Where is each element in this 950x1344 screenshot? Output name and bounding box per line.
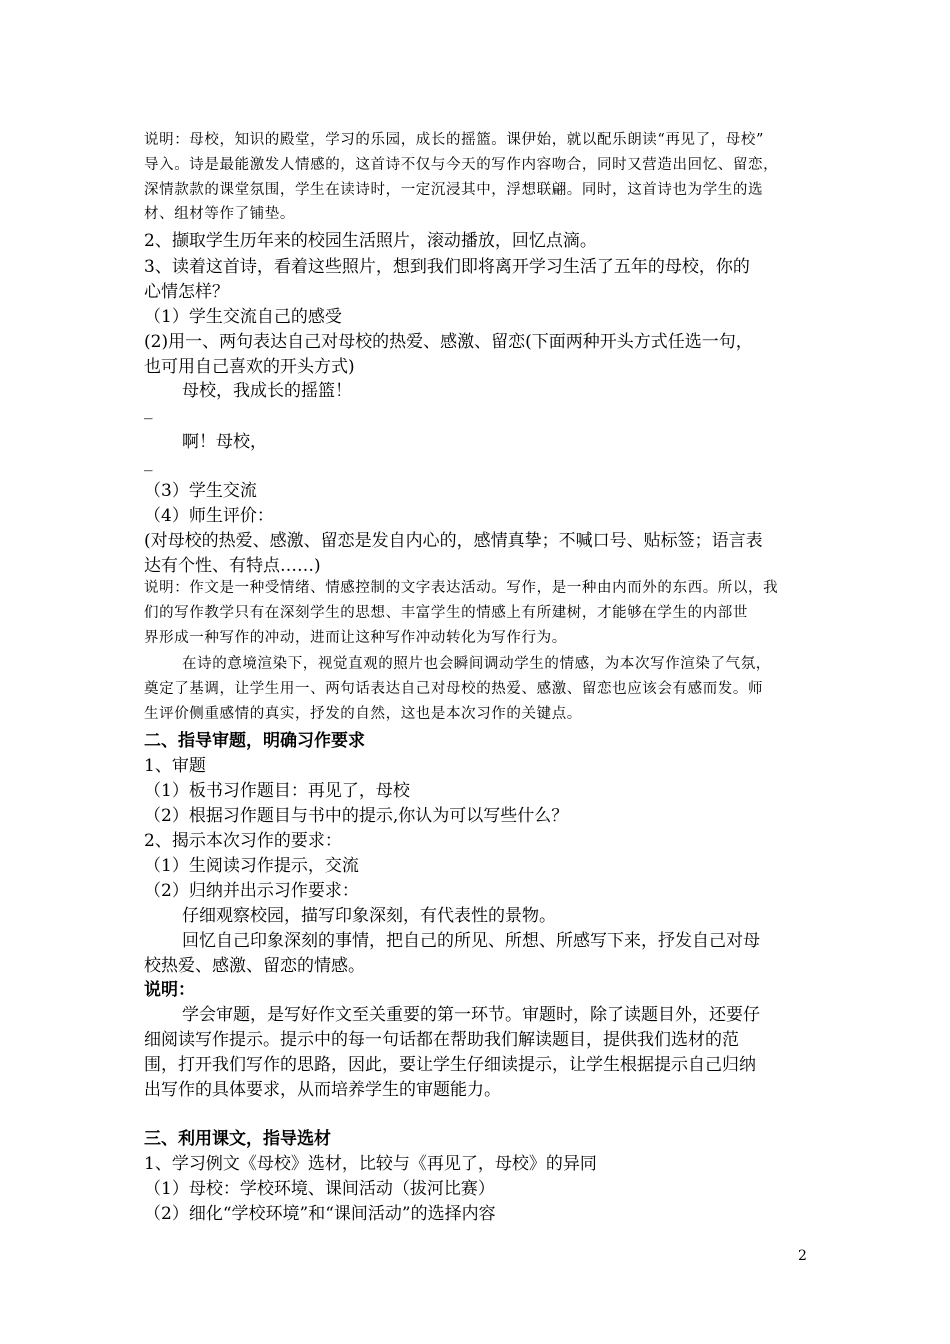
- body-line: （4）师生评价：: [144, 506, 274, 526]
- body-line: 2、揭示本次习作的要求：: [144, 831, 342, 851]
- body-line: （3）学生交流: [144, 481, 257, 501]
- section-heading: 二、指导审题，明确习作要求: [144, 731, 365, 751]
- sentence-starter: 啊！母校，: [182, 432, 267, 452]
- body-line: 围，打开我们写作的思路，因此，要让学生仔细读提示，让学生根据提示自己归纳: [144, 1055, 756, 1075]
- note-line: 说明：母校，知识的殿堂，学习的乐园，成长的摇篮。课伊始，就以配乐朗读“再见了，母校”: [144, 132, 765, 148]
- body-line: （1）学生交流自己的感受: [144, 307, 342, 327]
- body-line: （1）板书习作题目：再见了，母校: [144, 781, 410, 801]
- body-line: 心情怎样？: [144, 282, 229, 302]
- note-line: 深情款款的课堂氛围，学生在读诗时，一定沉浸其中，浮想联翩。同时，这首诗也为学生的选: [144, 182, 764, 198]
- body-line: (2)用一、两句表达自己对母校的热爱、感激、留恋(下面两种开头方式任选一句，: [144, 332, 753, 352]
- body-line: 3、读着这首诗，看着这些照片，想到我们即将离开学习生活了五年的母校，你的: [144, 257, 750, 277]
- body-line: (对母校的热爱、感激、留恋是发自内心的，感情真挚；不喊口号、贴标签；语言表: [144, 531, 763, 551]
- section-heading: 三、利用课文，指导选材: [144, 1129, 331, 1149]
- note-heading: 说明：: [144, 980, 195, 1000]
- note-line: 界形成一种写作的冲动，进而让这种写作冲动转化为写作行为。: [144, 630, 567, 646]
- note-line: 们的写作教学只有在深刻学生的思想、丰富学生的情感上有所建树，才能够在学生的内部世: [144, 605, 748, 621]
- body-line: 细阅读写作提示。提示中的每一句话都在帮助我们解读题目，提供我们选材的范: [144, 1030, 739, 1050]
- note-line: 生评价侧重感情的真实，抒发的自然，这也是本次习作的关键点。: [144, 706, 582, 722]
- body-line: （2）细化“学校环境”和“课间活动”的选择内容: [144, 1204, 496, 1224]
- requirement-line: 仔细观察校园，描写印象深刻，有代表性的景物。: [182, 906, 556, 926]
- body-line: 也可用自己喜欢的开头方式): [144, 357, 355, 377]
- body-line: （1）生阅读习作提示，交流: [144, 856, 359, 876]
- body-line: 出写作的具体要求，从而培养学生的审题能力。: [144, 1080, 501, 1100]
- requirement-line: 校热爱、感激、留恋的情感。: [144, 956, 365, 976]
- note-line: 在诗的意境渲染下，视觉直观的照片也会瞬间调动学生的情感，为本次写作渲染了气氛，: [182, 656, 771, 672]
- body-line: 1、学习例文《母校》选材，比较与《再见了，母校》的异同: [144, 1154, 597, 1174]
- body-line: （2）根据习作题目与书中的提示,你认为可以写些什么？: [144, 806, 569, 826]
- body-line: 2、撷取学生历年来的校园生活照片，滚动播放，回忆点滴。: [144, 231, 597, 251]
- note-line: 导入。诗是最能激发人情感的，这首诗不仅与今天的写作内容吻合，同时又营造出回忆、留恋，: [144, 157, 779, 173]
- body-line: （1）母校：学校环境、课间活动（拔河比赛）: [144, 1179, 495, 1199]
- body-line: 学会审题，是写好作文至关重要的第一环节。审题时，除了读题目外，还要仔: [182, 1005, 760, 1025]
- note-line: 奠定了基调，让学生用一、两句话表达自己对母校的热爱、感激、留恋也应该会有感而发。师: [144, 681, 764, 697]
- note-line: 说明：作文是一种受情绪、情感控制的文字表达活动。写作，是一种由内而外的东西。所以，我: [144, 580, 779, 596]
- blank-line: _: [144, 400, 153, 420]
- blank-line: _: [144, 452, 153, 472]
- requirement-line: 回忆自己印象深刻的事情，把自己的所见、所想、所感写下来，抒发自己对母: [182, 931, 760, 951]
- body-line: （2）归纳并出示习作要求：: [144, 881, 359, 901]
- body-line: 达有个性、有特点……): [144, 556, 321, 576]
- note-line: 材、组材等作了铺垫。: [144, 206, 295, 222]
- body-line: 1、审题: [144, 756, 206, 776]
- page-number: 2: [798, 1248, 807, 1264]
- sentence-starter: 母校，我成长的摇篮！: [182, 381, 352, 401]
